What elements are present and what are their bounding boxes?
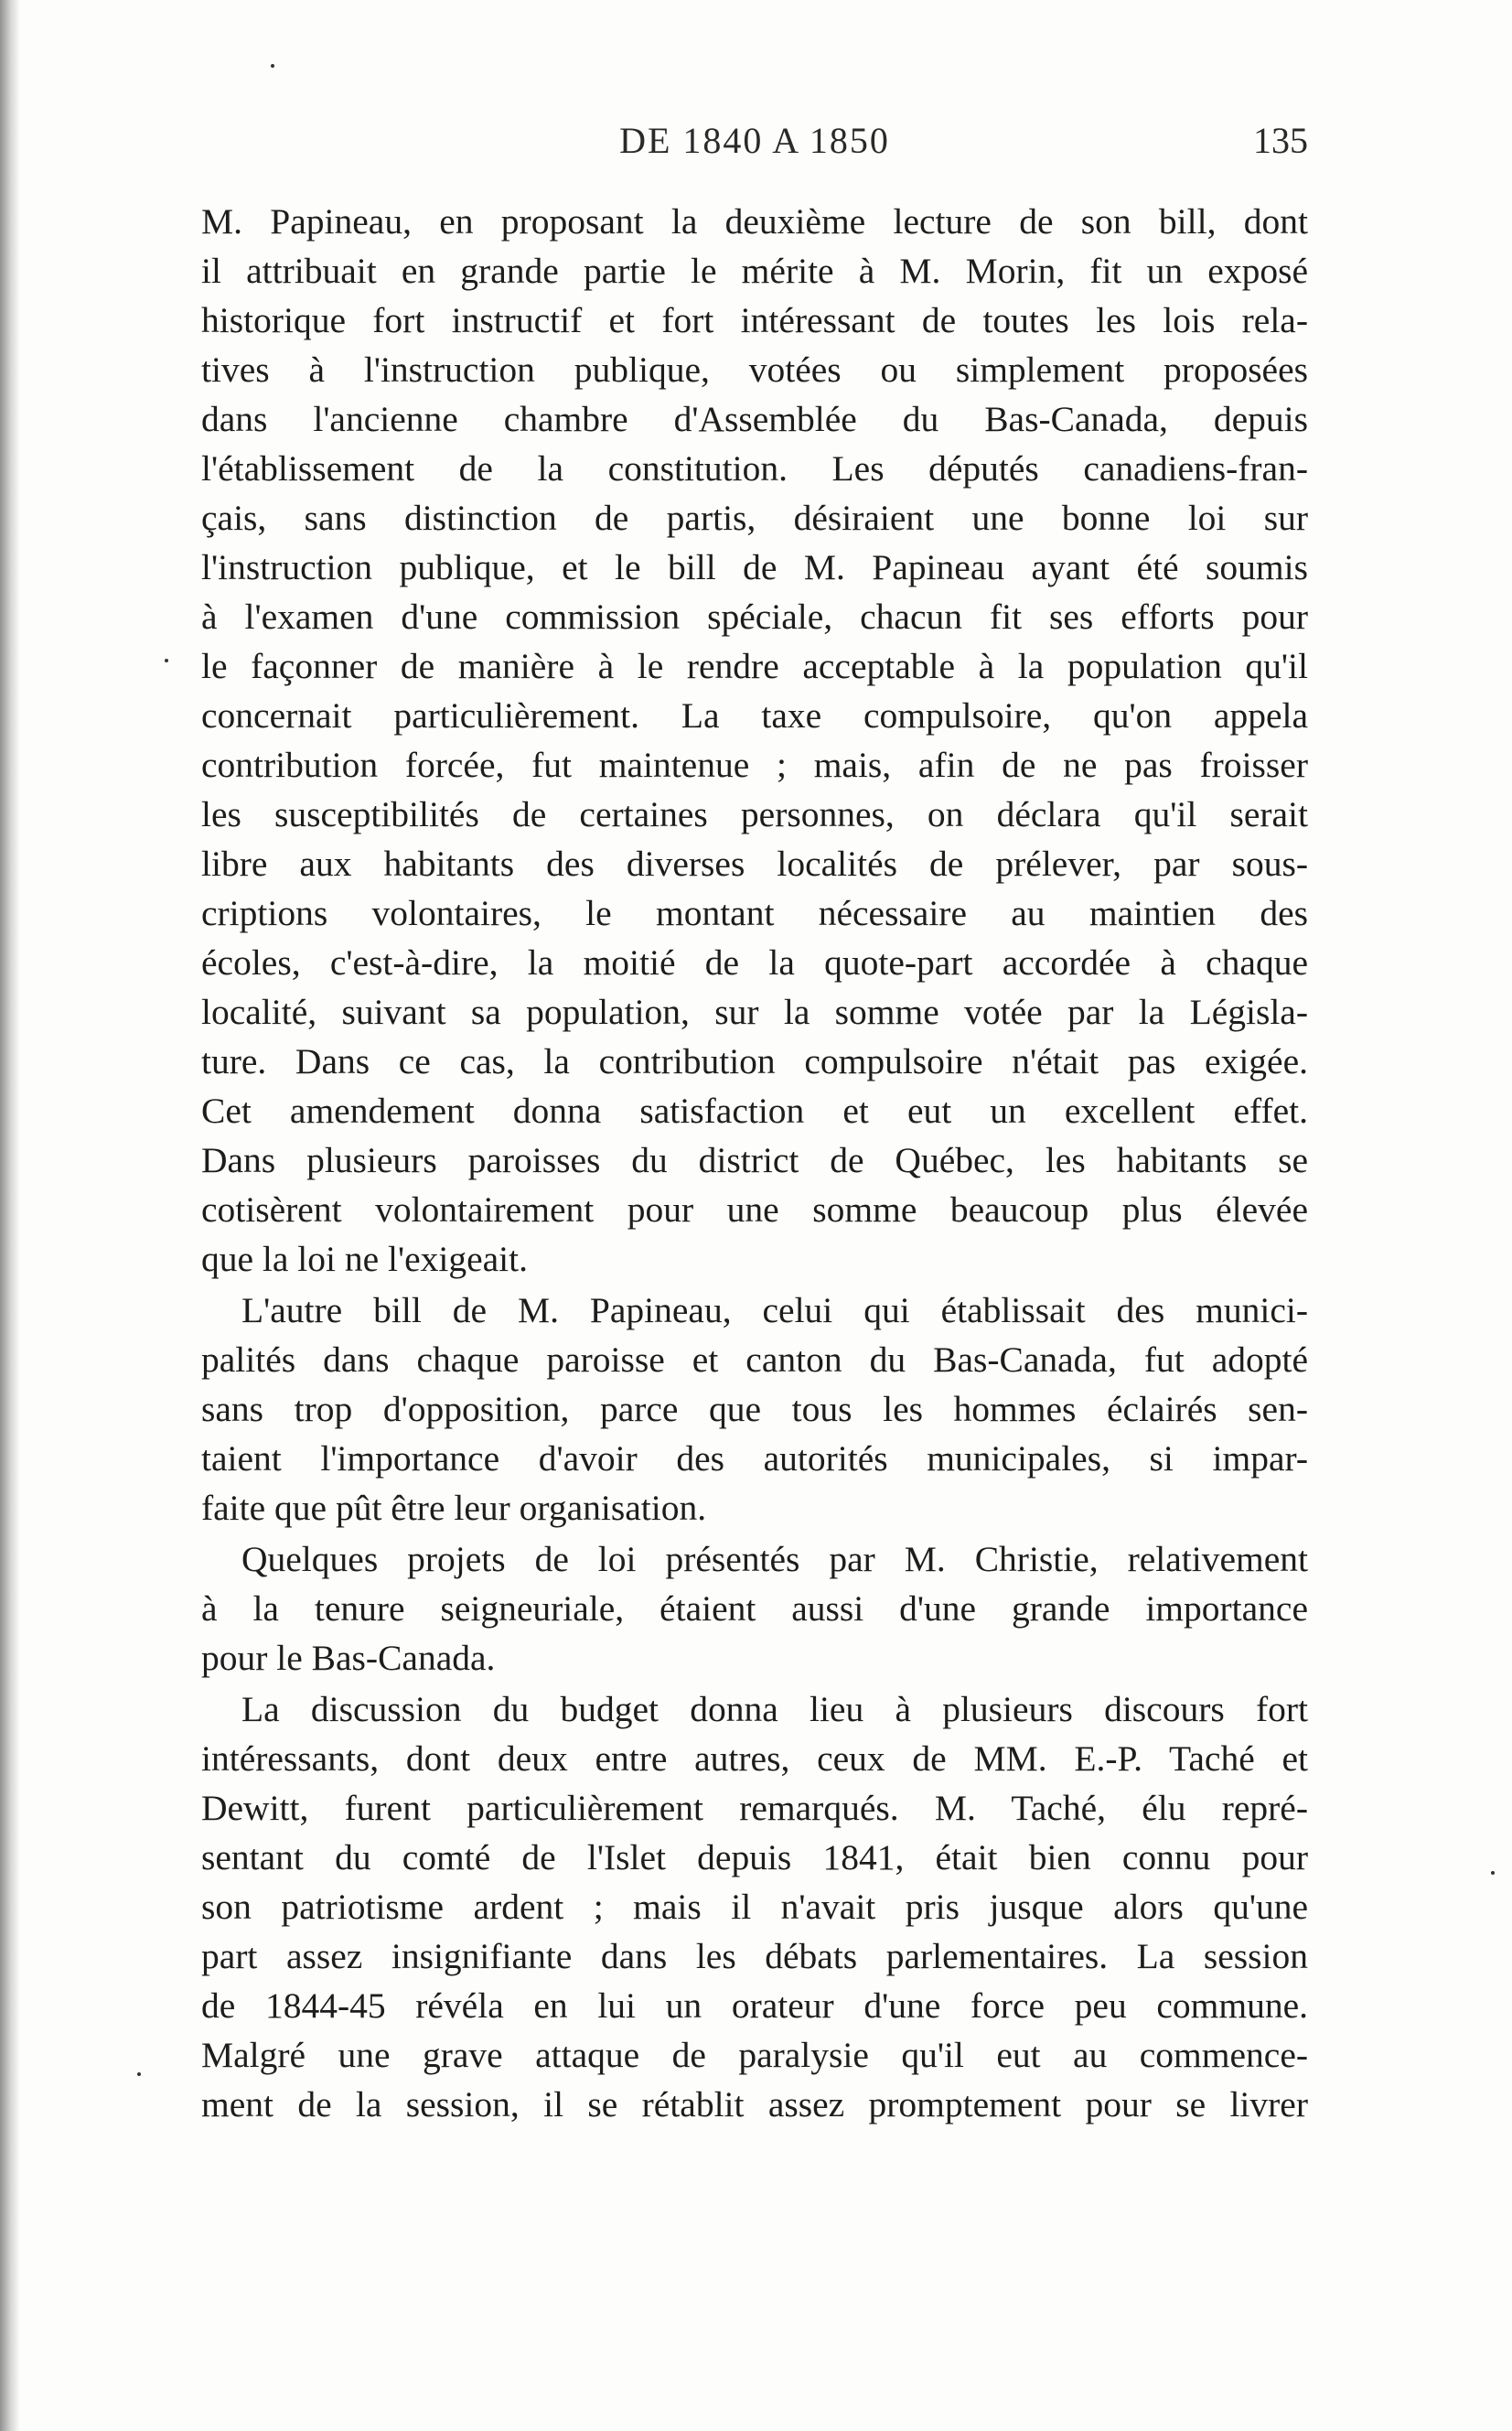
scan-speck	[165, 659, 168, 662]
paragraph-1	[201, 197, 1308, 1284]
text-line: part assez insignifiante dans les débats parlementaires. La session	[201, 1936, 1308, 1976]
text-line: L'autre bill de M. Papineau, celui qui établissait des munici-	[241, 1290, 1308, 1330]
text-line: historique fort instructif et fort intéressant de toutes les lois rela-	[201, 300, 1308, 340]
text-line: il attribuait en grande partie le mérite à M. Morin, fit un exposé	[201, 251, 1308, 291]
text-line: Cet amendement donna satisfaction et eut un excellent effet.	[201, 1091, 1308, 1131]
text-line: Dans plusieurs paroisses du district de Québec, les habitants se	[201, 1140, 1308, 1180]
text-line: tives à l'instruction publique, votées ou simplement proposées	[201, 350, 1308, 390]
text-line: dans l'ancienne chambre d'Assemblée du Bas-Canada, depuis	[201, 399, 1308, 439]
text-line: les susceptibilités de certaines personnes, on déclara qu'il serait	[201, 794, 1308, 834]
text-line: Dewitt, furent particulièrement remarqués. M. Taché, élu repré-	[201, 1788, 1308, 1828]
text-line: çais, sans distinction de partis, désiraient une bonne loi sur	[201, 498, 1308, 538]
text-line: intéressants, dont deux entre autres, ceux de MM. E.-P. Taché et	[201, 1738, 1308, 1779]
text-line: pour le Bas-Canada.	[201, 1638, 496, 1678]
text-line: localité, suivant sa population, sur la somme votée par la Législa-	[201, 992, 1308, 1032]
text-line: criptions volontaires, le montant nécessaire au maintien des	[201, 893, 1308, 933]
text-line: Quelques projets de loi présentés par M. Christie, relativement	[241, 1539, 1308, 1579]
body-text	[201, 197, 1308, 2131]
text-line: à la tenure seigneuriale, étaient aussi d'une grande importance	[201, 1588, 1308, 1629]
text-line: sentant du comté de l'Islet depuis 1841, était bien connu pour	[201, 1837, 1308, 1877]
text-line: sans trop d'opposition, parce que tous les hommes éclairés sen-	[201, 1389, 1308, 1429]
text-line: taient l'importance d'avoir des autorités municipales, si impar-	[201, 1438, 1308, 1479]
text-line: l'établissement de la constitution. Les députés canadiens-fran-	[201, 448, 1308, 489]
text-line: de 1844-45 révéla en lui un orateur d'une force peu commune.	[201, 1985, 1308, 2026]
text-line: libre aux habitants des diverses localités de prélever, par sous-	[201, 844, 1308, 884]
text-line: à l'examen d'une commission spéciale, chacun fit ses efforts pour	[201, 597, 1308, 637]
page-header	[201, 119, 1308, 174]
text-line: contribution forcée, fut maintenue ; mais, afin de ne pas froisser	[201, 745, 1308, 785]
text-line: ture. Dans ce cas, la contribution compulsoire n'était pas exigée.	[201, 1041, 1308, 1081]
text-line: l'instruction publique, et le bill de M. Papineau ayant été soumis	[201, 547, 1308, 587]
text-line: son patriotisme ardent ; mais il n'avait pris jusque alors qu'une	[201, 1887, 1308, 1927]
paragraph-3	[201, 1534, 1308, 1683]
running-head: DE 1840 A 1850	[619, 120, 890, 161]
text-line: le façonner de manière à le rendre acceptable à la population qu'il	[201, 646, 1308, 686]
paragraph-4	[201, 1684, 1308, 2129]
text-line: faite que pût être leur organisation.	[201, 1488, 707, 1528]
text-line: que la loi ne l'exigeait.	[201, 1239, 529, 1279]
text-line: cotisèrent volontairement pour une somme beaucoup plus élevée	[201, 1189, 1308, 1230]
text-line: concernait particulièrement. La taxe compulsoire, qu'on appela	[201, 695, 1308, 736]
text-line: écoles, c'est-à-dire, la moitié de la quote-part accordée à chaque	[201, 942, 1308, 983]
page-number: 135	[1253, 120, 1308, 161]
paragraph-2	[201, 1285, 1308, 1533]
scan-speck	[271, 64, 274, 68]
text-line: palités dans chaque paroisse et canton du Bas-Canada, fut adopté	[201, 1339, 1308, 1380]
scan-speck	[1491, 1871, 1495, 1875]
text-line: Malgré une grave attaque de paralysie qu'il eut au commence-	[201, 2035, 1308, 2075]
binding-edge	[0, 0, 20, 2431]
scan-speck	[137, 2072, 141, 2076]
text-line: ment de la session, il se rétablit assez promptement pour se livrer	[201, 2084, 1308, 2124]
text-line: M. Papineau, en proposant la deuxième lecture de son bill, dont	[201, 201, 1308, 242]
text-line: La discussion du budget donna lieu à plusieurs discours fort	[241, 1689, 1308, 1729]
